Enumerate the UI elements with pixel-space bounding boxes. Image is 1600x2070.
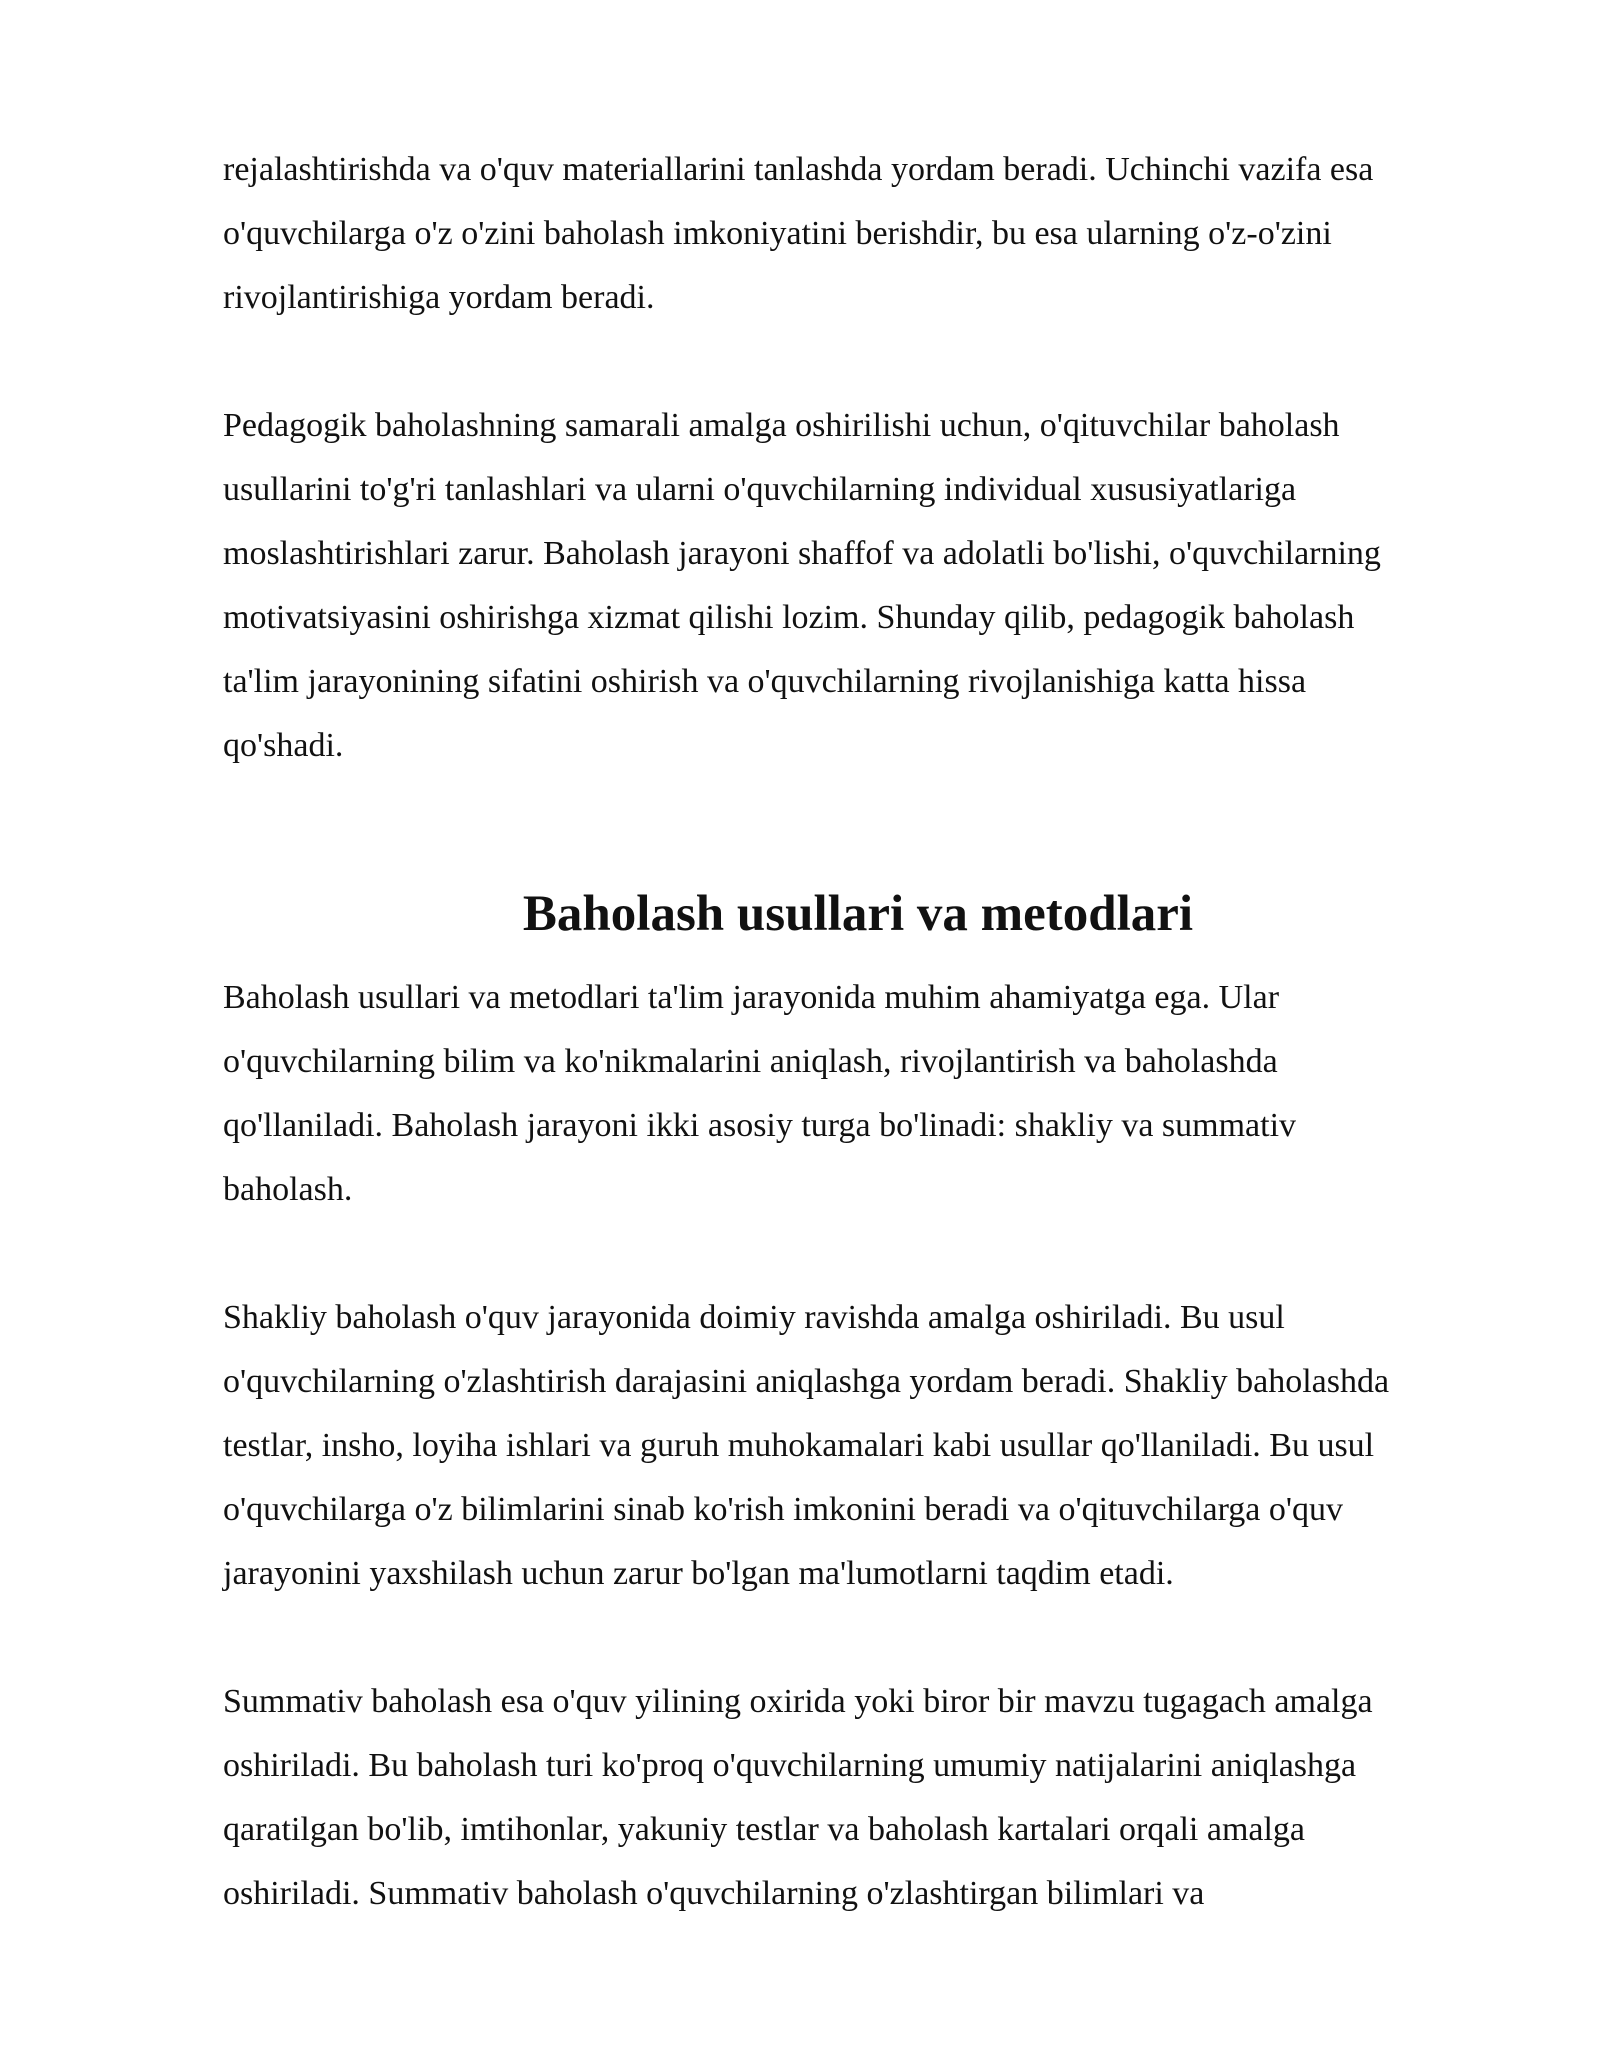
paragraph-line: testlar, insho, loyiha ishlari va guruh muhokamalari kabi usullar qo'llaniladi. Bu usul (223, 1427, 1375, 1464)
paragraph-line: Shakliy baholash o'quv jarayonida doimiy ravishda amalga oshiriladi. Bu usul (223, 1299, 1285, 1336)
document-body (223, 138, 1493, 1926)
paragraph-line: oshiriladi. Bu baholash turi ko'proq o'quvchilarning umumiy natijalarini aniqlashga (223, 1747, 1357, 1784)
paragraph-line: o'quvchilarga o'z bilimlarini sinab ko'rish imkonini beradi va o'qituvchilarga o'quv (223, 1491, 1343, 1528)
paragraph-line: Pedagogik baholashning samarali amalga oshirilishi uchun, o'qituvchilar baholash (223, 407, 1340, 444)
paragraph-line: usullarini to'g'ri tanlashlari va ularni o'quvchilarning individual xususiyatlariga (223, 471, 1297, 508)
paragraph-line: Baholash usullari va metodlari ta'lim jarayonida muhim ahamiyatga ega. Ular (223, 979, 1280, 1016)
paragraph-line: qo'llaniladi. Baholash jarayoni ikki asosiy turga bo'linadi: shakliy va summativ (223, 1107, 1297, 1144)
paragraph-1 (223, 138, 1493, 330)
paragraph-2 (223, 394, 1493, 778)
paragraph-3 (223, 966, 1493, 1222)
paragraph-line: qo'shadi. (223, 727, 344, 764)
paragraph-line: moslashtirishlari zarur. Baholash jarayoni shaffof va adolatli bo'lishi, o'quvchilarning (223, 535, 1381, 572)
paragraph-line: baholash. (223, 1171, 353, 1208)
paragraph-line: o'quvchilarning o'zlashtirish darajasini aniqlashga yordam beradi. Shakliy baholashda (223, 1363, 1390, 1400)
paragraph-line: ta'lim jarayonining sifatini oshirish va o'quvchilarning rivojlanishiga katta hissa (223, 663, 1307, 700)
paragraph-line: motivatsiyasini oshirishga xizmat qilishi lozim. Shunday qilib, pedagogik baholash (223, 599, 1355, 636)
paragraph-line: jarayonini yaxshilash uchun zarur bo'lgan ma'lumotlarni taqdim etadi. (223, 1555, 1174, 1592)
paragraph-line: rivojlantirishiga yordam beradi. (223, 279, 655, 316)
paragraph-line: o'quvchilarga o'z o'zini baholash imkoniyatini berishdir, bu esa ularning o'z-o'zini (223, 215, 1332, 252)
paragraph-line: o'quvchilarning bilim va ko'nikmalarini aniqlash, rivojlantirish va baholashda (223, 1043, 1278, 1080)
paragraph-line: Summativ baholash esa o'quv yilining oxirida yoki biror bir mavzu tugagach amalga (223, 1683, 1373, 1720)
section-heading: Baholash usullari va metodlari (522, 886, 1194, 942)
paragraph-line: rejalashtirishda va o'quv materiallarini tanlashda yordam beradi. Uchinchi vazifa esa (223, 151, 1374, 188)
paragraph-4 (223, 1286, 1493, 1606)
paragraph-line: oshiriladi. Summativ baholash o'quvchilarning o'zlashtirgan bilimlari va (223, 1875, 1205, 1912)
paragraph-5 (223, 1670, 1493, 1926)
paragraph-line: qaratilgan bo'lib, imtihonlar, yakuniy testlar va baholash kartalari orqali amalga (223, 1811, 1306, 1848)
section-heading-wrap (223, 882, 1493, 946)
